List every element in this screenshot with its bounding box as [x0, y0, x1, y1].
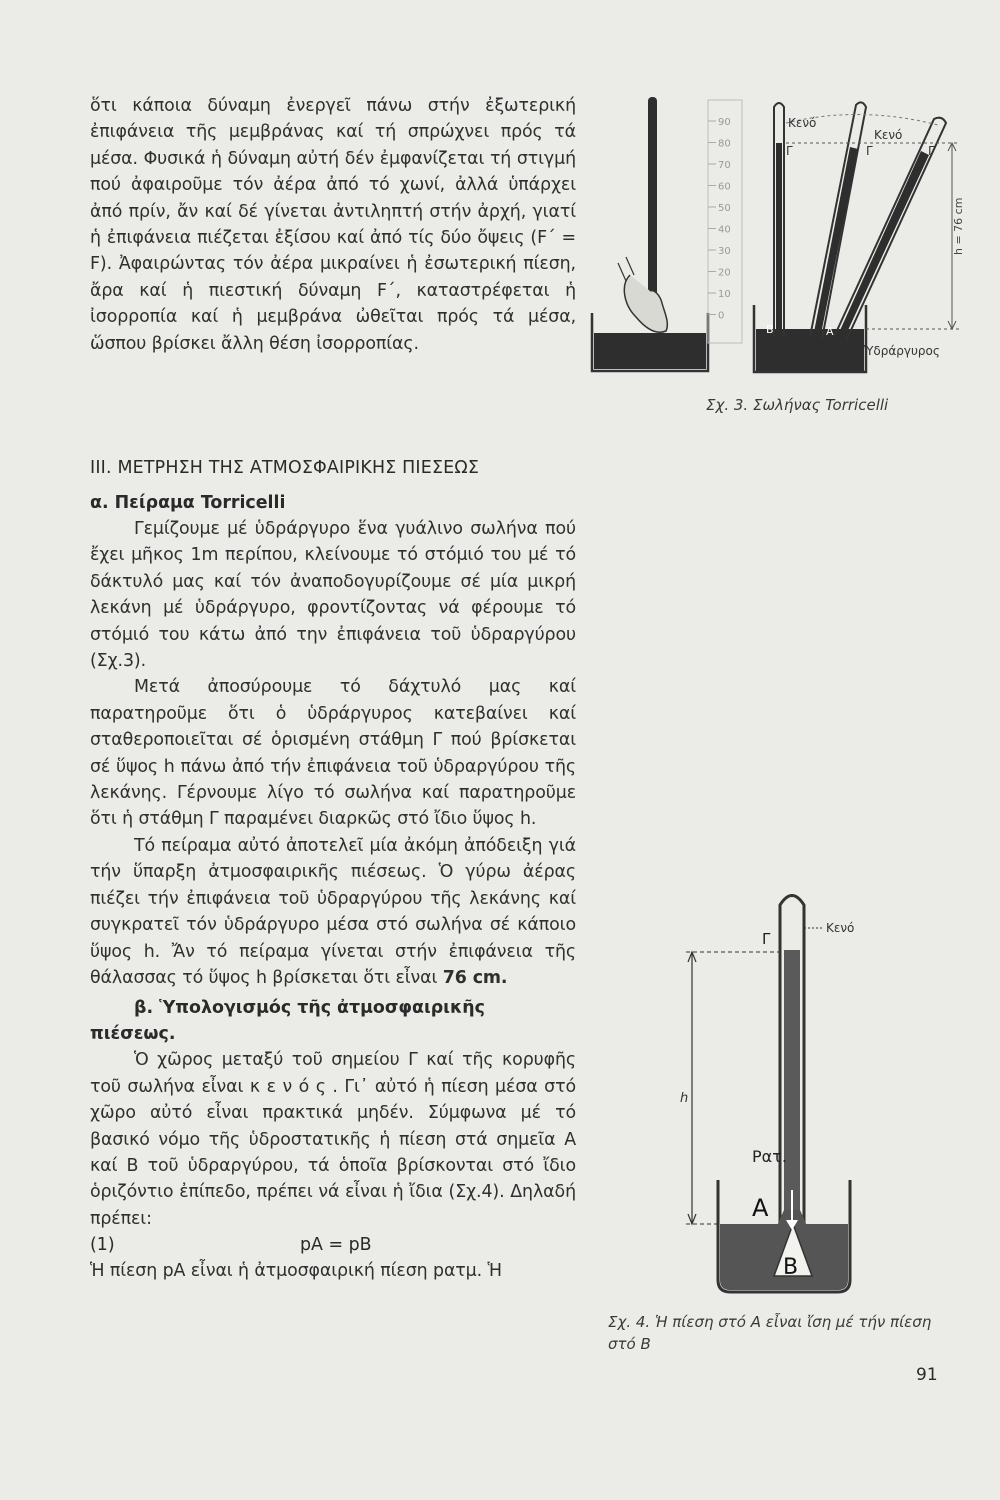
label-keno-1: Κενό [788, 116, 817, 130]
left-basin-mercury [594, 333, 706, 369]
label-h-76cm: h = 76 cm [952, 197, 965, 255]
scale-label: 50 [718, 203, 731, 214]
scale-label: 40 [718, 224, 731, 236]
figure-4-caption: Σχ. 4. Ἡ πίεση στό Α εἶναι ἴση μέ τήν πίεση στό Β [608, 1313, 932, 1353]
figure-3-torricelli-tubes [590, 85, 980, 385]
scale-label: 60 [718, 181, 731, 193]
label-A: Α [752, 1194, 769, 1222]
value-76cm: 76 cm. [442, 967, 508, 988]
label-keno-2: Κενό [874, 128, 903, 142]
label-gamma: Γ [762, 930, 771, 948]
equation-text: pA = pB [300, 1235, 372, 1256]
hand-icon [624, 275, 667, 332]
label-B: Β [783, 1255, 799, 1280]
intro-paragraph: ὅτι κάποια δύναμη ἐνεργεῖ πάνω στήν ἐξωτερική ἐπιφάνεια τῆς μεμβράνας καί τή σπρώχνει πρός τά μέσα. Φυσικά ἡ δύναμη αὐτή δέν ἐμφανίζεται τή στιγμή πού ἀφαιροῦμε τόν ἀέρα ἀπό τό χωνί, ἀλλά ὑπάρχει ἀπό πρίν, ἄν καί δέ γίνεται ἀντιληπτή στήν ἀρχή, γιατί ἡ ἐπιφάνεια πιέζεται ἐξίσου καί ἀπό τίς δύο ὄψεις (F΄ = F). Ἀφαιρώντας τόν ἀέρα μικραίνει ἡ ἐσωτερική πίεση, ἄρα καί ἡ πιεστική δύναμη F΄, καταστρέφεται ἡ ἰσορροπία καί ἡ μεμβράνα ὠθεῖται πρός τά μέσα, ὥσπου βρίσκει ἄλλη θέση ἰσορροπίας. [90, 96, 576, 354]
figure-4-pressure-diagram [670, 880, 890, 1305]
label-h: h [680, 1091, 689, 1106]
paragraph-b-last: Ἡ πίεση pA εἶναι ἡ ἀτμοσφαιρική πίεση pατμ. Ἡ [90, 1261, 502, 1282]
label-gamma-2: Γ [866, 144, 873, 158]
scale-label: 70 [718, 160, 731, 171]
left-tube [648, 97, 657, 297]
label-keno: Κενό [826, 921, 855, 935]
figure-3-caption: Σχ. 3. Σωλήνας Torricelli [706, 396, 889, 414]
scale-label: 10 [718, 289, 731, 300]
label-point-B: Β [766, 323, 774, 336]
paragraph-a3: Τό πείραμα αὐτό ἀποτελεῖ μία ἀκόμη ἀπόδειξη γιά τήν ὕπαρξη ἀτμοσφαιρικῆς πιέσεως. Ὁ γύρω ἀέρας πιέζει τήν ἐπιφάνεια τοῦ ὑδραργύρου τῆς λεκάνης καί συγκρατεῖ τόν ὑδράργυρο μέσα στό σωλήνα σέ κάποιο ὕψος h. Ἄν τό πείραμα γίνεται στήν ἐπιφάνεια τῆς θάλασσας τό ὕψος h βρίσκεται ὅτι εἶναι 76 cm. [90, 835, 576, 988]
paragraph-b1: Ὁ χῶρος μεταξύ τοῦ σημείου Γ καί τῆς κορυφῆς τοῦ σωλήνα εἶναι κ ε ν ό ς . Γι᾽ αὐτό ἡ πίεση μέσα στό χῶρο αὐτό εἶναι πρακτικά μηδέν. Σύμφωνα μέ τό βασικό νόμο τῆς ὑδροστατικῆς ἡ πίεση στά σημεῖα Α καί Β τοῦ ὑδραργύρου, τά ὁποῖα βρίσκονται στό ἴδιο ὁριζόντιο ἐπίπεδο, πρέπει νά εἶναι ἡ ἴδια (Σχ.4). Δηλαδή πρέπει: [90, 1050, 576, 1229]
subheading-a: α. Πείραμα Torricelli [90, 493, 286, 513]
section-heading: III. ΜΕΤΡΗΣΗ ΤΗΣ ΑΤΜΟΣΦΑΙΡΙΚΗΣ ΠΙΕΣΕΩΣ [90, 458, 480, 478]
equation-1 [90, 1232, 576, 1258]
label-point-A: Α [826, 325, 834, 338]
paragraph-a1: Γεμίζουμε μέ ὑδράργυρο ἕνα γυάλινο σωλήνα πού ἔχει μῆκος 1m περίπου, κλείνουμε τό στόμιό του μέ τό δάκτυλό μας καί τόν ἀναποδογυρίζουμε σέ μία μικρή λεκάνη μέ ὑδράργυρο, φροντίζοντας νά φέρουμε τό στόμιό του κάτω ἀπό την ἐπιφάνεια τοῦ ὑδραργύρου (Σχ.3). [90, 519, 576, 672]
scale-label: 0 [718, 310, 725, 322]
scale-label: 20 [718, 267, 731, 279]
page-number: 91 [916, 1365, 938, 1385]
scale-ruler [708, 100, 742, 343]
section-block [90, 455, 576, 1285]
scale-label: 30 [718, 246, 731, 257]
intro-block [90, 93, 576, 357]
scale-label: 80 [718, 138, 731, 150]
label-gamma-3: Γ [928, 144, 935, 158]
paragraph-a2: Μετά ἀποσύρουμε τό δάχτυλό μας καί παρατηροῦμε ὅτι ὁ ὑδράργυρος κατεβαίνει καί σταθεροποιεῖται σέ ὁρισμένη στάθμη Γ πού βρίσκεται σέ ὕψος h πάνω ἀπό τήν ἐπιφάνεια τοῦ ὑδραργύρου τῆς λεκάνης. Γέρνουμε λίγο τό σωλήνα καί παρατηροῦμε ὅτι ἡ στάθμη Γ παραμένει διαρκῶς στό ἴδιο ὕψος h. [90, 677, 576, 830]
tube-mercury [784, 950, 800, 1224]
label-gamma-1: Γ [786, 144, 793, 158]
label-hydrargyros: Ὑδράργυρος [864, 344, 940, 358]
scale-label: 90 [718, 117, 731, 128]
subheading-b: β. Ὑπολογισμός τῆς ἀτμοσφαιρικῆς πιέσεως. [90, 998, 485, 1045]
vertical-tube-mercury [776, 143, 782, 339]
equation-number: (1) [90, 1235, 115, 1256]
label-patm: Pατ. [752, 1147, 787, 1166]
